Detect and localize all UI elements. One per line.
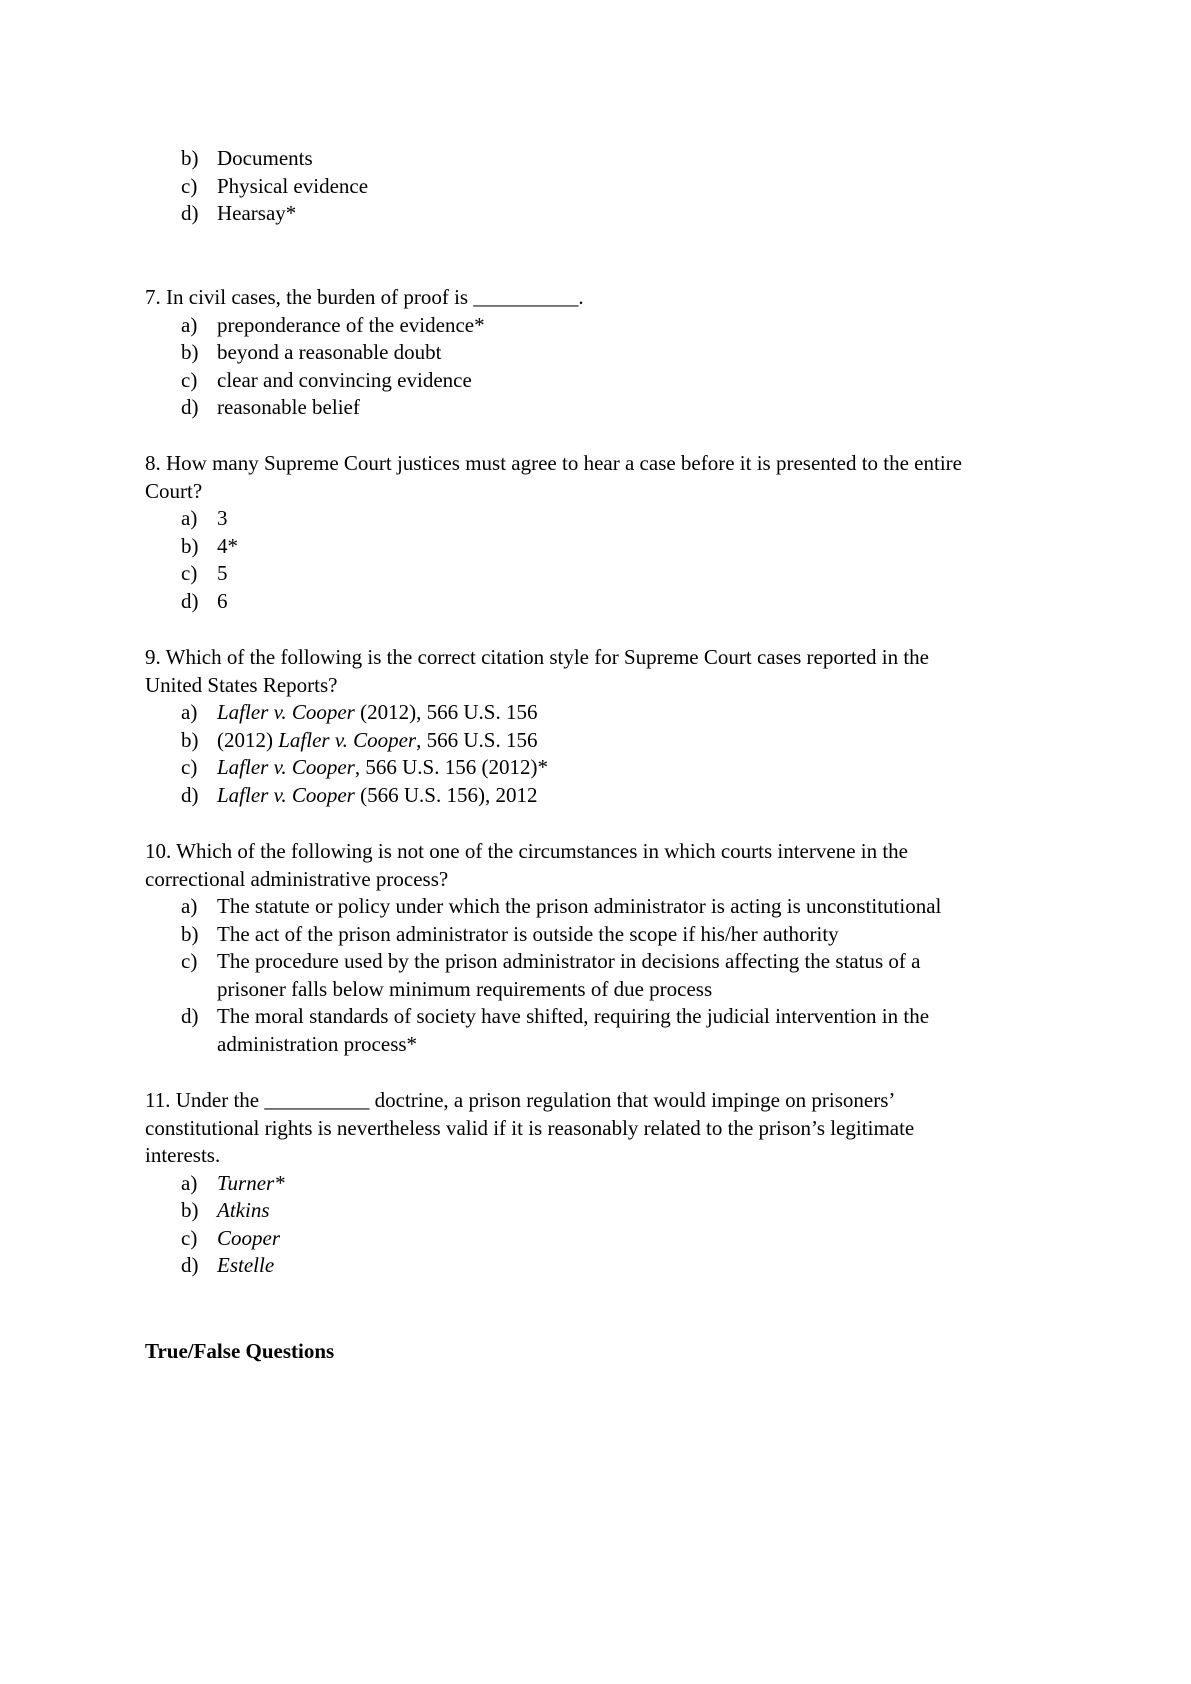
- option-text: Turner*: [217, 1170, 285, 1195]
- option-text: [217, 727, 537, 755]
- option-text: Documents: [217, 146, 313, 170]
- citation-rest: (566 U.S. 156), 2012: [354, 782, 538, 807]
- case-name: Lafler v. Cooper: [217, 700, 355, 724]
- case-name: Lafler v. Cooper: [278, 727, 417, 752]
- option-text: Estelle: [217, 1253, 275, 1277]
- option-item: [145, 339, 1085, 367]
- option-letter: b): [181, 921, 199, 946]
- question-text: 7. In civil cases, the burden of proof is __________.: [145, 285, 584, 309]
- option-text: The act of the prison administrator is outside the scope if his/her authority: [217, 921, 839, 946]
- option-continuation: [145, 976, 1085, 1004]
- question-text: constitutional rights is nevertheless valid if it is reasonably related to the prison’s legitimate: [145, 1115, 915, 1140]
- option-text: 3: [217, 506, 228, 530]
- question-11: [145, 1087, 1085, 1280]
- option-text: Physical evidence: [217, 173, 369, 198]
- case-name: Lafler v. Cooper: [217, 782, 355, 807]
- question-text: 8. How many Supreme Court justices must agree to hear a case before it is presented to the entire: [145, 451, 962, 475]
- citation-rest: , 566 U.S. 156 (2012)*: [354, 755, 548, 779]
- option-letter: c): [181, 173, 198, 198]
- option-item: [145, 200, 1085, 228]
- option-item: [145, 394, 1085, 422]
- option-item: [145, 1003, 1085, 1031]
- option-letter: b): [181, 533, 199, 558]
- option-item: [145, 173, 1085, 201]
- option-item: [145, 754, 1085, 782]
- question-text: 10. Which of the following is not one of the circumstances in which courts intervene in the: [145, 839, 909, 863]
- option-item: [145, 505, 1085, 533]
- option-text: clear and convincing evidence: [217, 367, 472, 392]
- option-text: [217, 699, 537, 727]
- option-item: [145, 367, 1085, 395]
- option-text: 5: [217, 561, 228, 585]
- option-letter: b): [181, 1198, 199, 1222]
- option-text: prisoner falls below minimum requirements of due process: [217, 976, 713, 1001]
- question-6-options: [145, 145, 1085, 228]
- option-item: [145, 145, 1085, 173]
- option-item: [145, 1197, 1085, 1225]
- option-letter: b): [181, 340, 199, 364]
- option-item: [145, 1225, 1085, 1253]
- option-text: [217, 754, 548, 782]
- option-text: Hearsay*: [217, 201, 297, 225]
- option-letter: d): [181, 1004, 199, 1028]
- option-text: 6: [217, 588, 228, 613]
- option-text: reasonable belief: [217, 395, 360, 419]
- case-name: Lafler v. Cooper: [217, 755, 355, 779]
- option-text: administration process*: [217, 1031, 418, 1056]
- option-letter: a): [181, 894, 198, 918]
- citation-rest: , 566 U.S. 156: [416, 727, 538, 752]
- option-item: [145, 588, 1085, 616]
- option-text: The procedure used by the prison administrator in decisions affecting the status of a: [217, 949, 921, 973]
- option-letter: a): [181, 700, 198, 724]
- option-letter: b): [181, 146, 199, 170]
- question-text: United States Reports?: [145, 672, 338, 697]
- option-continuation: [145, 1031, 1085, 1059]
- option-letter: a): [181, 1170, 198, 1195]
- option-text: 4*: [217, 533, 238, 558]
- option-letter: d): [181, 395, 199, 419]
- option-letter: b): [181, 727, 199, 752]
- option-letter: d): [181, 1253, 199, 1277]
- option-letter: c): [181, 755, 198, 779]
- question-text: interests.: [145, 1143, 221, 1167]
- option-text: [217, 782, 537, 810]
- option-letter: c): [181, 367, 198, 392]
- option-letter: d): [181, 588, 199, 613]
- option-item: [145, 1170, 1085, 1198]
- option-item: [145, 893, 1085, 921]
- option-item: [145, 921, 1085, 949]
- question-text: 11. Under the __________ doctrine, a prison regulation that would impinge on prisoners’: [145, 1088, 896, 1112]
- question-7: [145, 284, 1085, 422]
- option-item: [145, 533, 1085, 561]
- question-text: Court?: [145, 478, 203, 503]
- option-item: [145, 948, 1085, 976]
- option-text: Atkins: [217, 1198, 270, 1222]
- option-item: [145, 312, 1085, 340]
- option-text: The statute or policy under which the prison administrator is acting is unconstitutional: [217, 894, 942, 918]
- option-item: [145, 1252, 1085, 1280]
- true-false-section: [145, 1338, 1085, 1366]
- section-heading: True/False Questions: [145, 1339, 335, 1363]
- option-text: beyond a reasonable doubt: [217, 340, 442, 364]
- option-letter: c): [181, 561, 198, 585]
- option-letter: a): [181, 506, 198, 530]
- option-item: [145, 699, 1085, 727]
- option-item: [145, 727, 1085, 755]
- question-8: [145, 450, 1085, 615]
- option-text: The moral standards of society have shifted, requiring the judicial intervention in the: [217, 1004, 930, 1028]
- option-item: [145, 782, 1085, 810]
- question-text: 9. Which of the following is the correct citation style for Supreme Court cases reported in the: [145, 645, 929, 669]
- option-item: [145, 560, 1085, 588]
- question-10: [145, 838, 1085, 1058]
- question-9: [145, 644, 1085, 809]
- option-letter: d): [181, 782, 199, 807]
- option-letter: c): [181, 1225, 198, 1250]
- option-letter: c): [181, 949, 198, 973]
- option-text: Cooper: [217, 1225, 280, 1250]
- citation-rest: (2012), 566 U.S. 156: [354, 700, 538, 724]
- option-text: preponderance of the evidence*: [217, 312, 485, 337]
- option-letter: a): [181, 312, 198, 337]
- option-letter: d): [181, 201, 199, 225]
- citation-year: (2012): [217, 727, 279, 752]
- question-text: correctional administrative process?: [145, 866, 449, 891]
